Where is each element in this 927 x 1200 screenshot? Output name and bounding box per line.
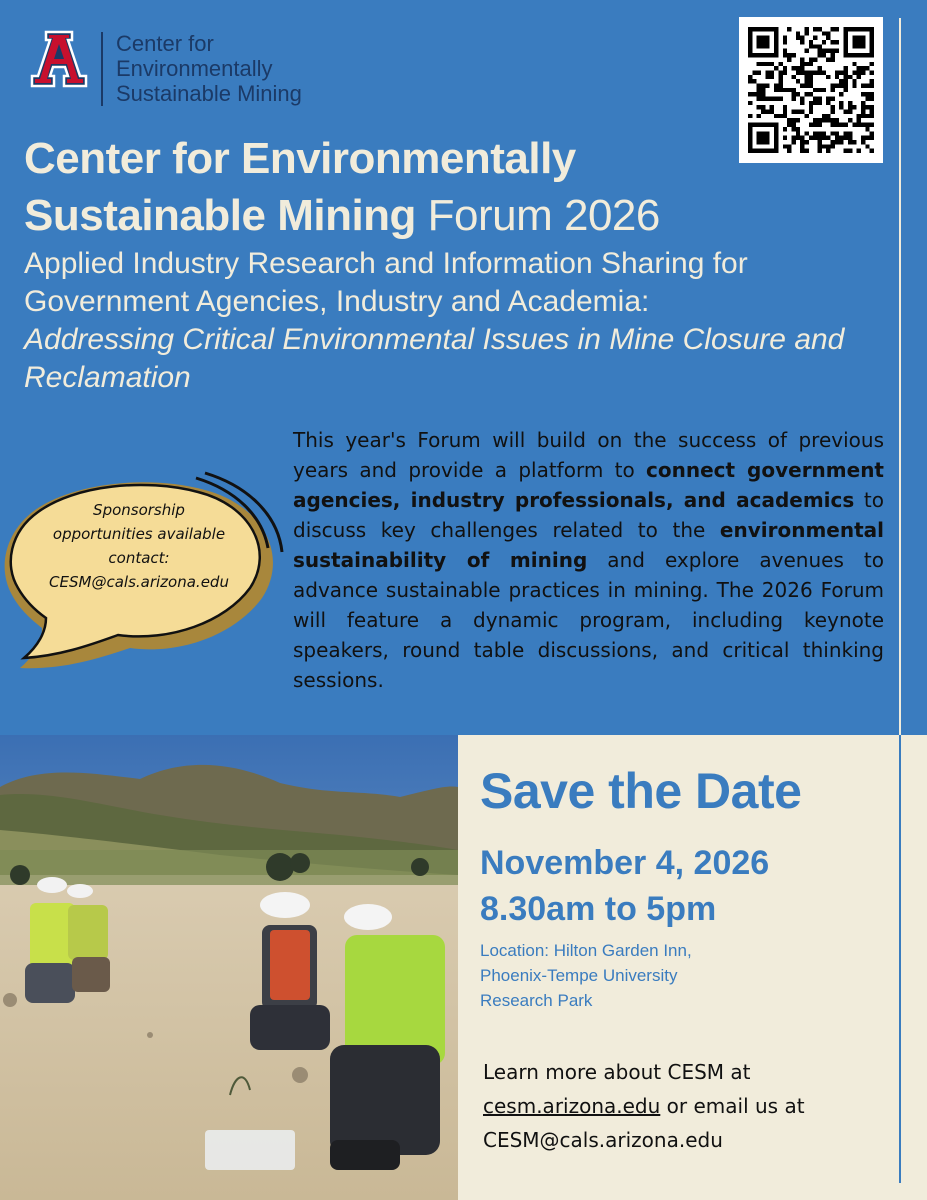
right-rule-bottom bbox=[899, 735, 901, 1183]
sponsorship-line-1: Sponsorship bbox=[93, 501, 185, 519]
logo-wordmark bbox=[116, 31, 302, 106]
learn-line-2-suffix: or email us at bbox=[660, 1094, 805, 1118]
learn-more bbox=[483, 1055, 805, 1157]
contact-email[interactable]: CESM@cals.arizona.edu bbox=[483, 1128, 723, 1152]
sponsorship-line-2: opportunities available bbox=[52, 525, 226, 543]
forum-subtitle bbox=[24, 245, 914, 397]
worker-right bbox=[330, 904, 445, 1170]
sponsorship-note bbox=[28, 498, 250, 594]
title-line-2 bbox=[24, 187, 884, 244]
event-date: November 4, 2026 bbox=[480, 844, 770, 882]
save-the-date-heading: Save the Date bbox=[480, 763, 802, 819]
learn-line-1: Learn more about CESM at bbox=[483, 1060, 751, 1084]
title-line-1: Center for Environmentally bbox=[24, 134, 576, 183]
desc-part-1: This year's Forum will build on the success of previous years and provide a platform to bbox=[293, 428, 884, 482]
subtitle-line-1: Applied Industry Research and Information Sharing for bbox=[24, 247, 748, 280]
sponsorship-email[interactable]: CESM@cals.arizona.edu bbox=[49, 573, 229, 591]
event-location bbox=[480, 938, 692, 1013]
location-line-1: Location: Hilton Garden Inn, bbox=[480, 941, 692, 960]
event-time: 8.30am to 5pm bbox=[480, 890, 717, 928]
title-light-part: Forum 2026 bbox=[415, 191, 660, 240]
location-line-2: Phoenix-Tempe University bbox=[480, 966, 678, 985]
university-logo-icon bbox=[28, 30, 90, 90]
logo-divider bbox=[101, 32, 103, 106]
forum-description bbox=[293, 425, 884, 695]
logo-line-1: Center for bbox=[116, 31, 214, 56]
field-photo bbox=[0, 735, 458, 1200]
event-datetime bbox=[480, 840, 769, 932]
field-photo-image bbox=[0, 735, 458, 1200]
subtitle-line-2: Government Agencies, Industry and Academia: bbox=[24, 285, 650, 318]
desc-part-3: and explore avenues to advance sustainable practices in mining. The 2026 Forum will feature a dynamic program, including keynote speakers, round table discussions, and critical thinking sessions. bbox=[293, 548, 884, 692]
logo-line-3: Sustainable Mining bbox=[116, 81, 302, 106]
forum-title bbox=[24, 130, 884, 244]
logo-line-2: Environmentally bbox=[116, 56, 273, 81]
desc-bold-2: environmental sustainability of mining bbox=[293, 518, 884, 572]
desc-part-2: to discuss key challenges related to the bbox=[293, 488, 884, 542]
subtitle-italic: Addressing Critical Environmental Issues in Mine Closure and Reclamation bbox=[24, 323, 845, 394]
cesm-website-link[interactable]: cesm.arizona.edu bbox=[483, 1094, 661, 1118]
learn-line-2 bbox=[483, 1089, 805, 1123]
desc-bold-1: connect government agencies, industry professionals, and academics bbox=[293, 458, 884, 512]
title-bold-part: Sustainable Mining bbox=[24, 191, 416, 240]
sponsorship-line-3: contact: bbox=[108, 549, 170, 567]
location-line-3: Research Park bbox=[480, 991, 593, 1010]
